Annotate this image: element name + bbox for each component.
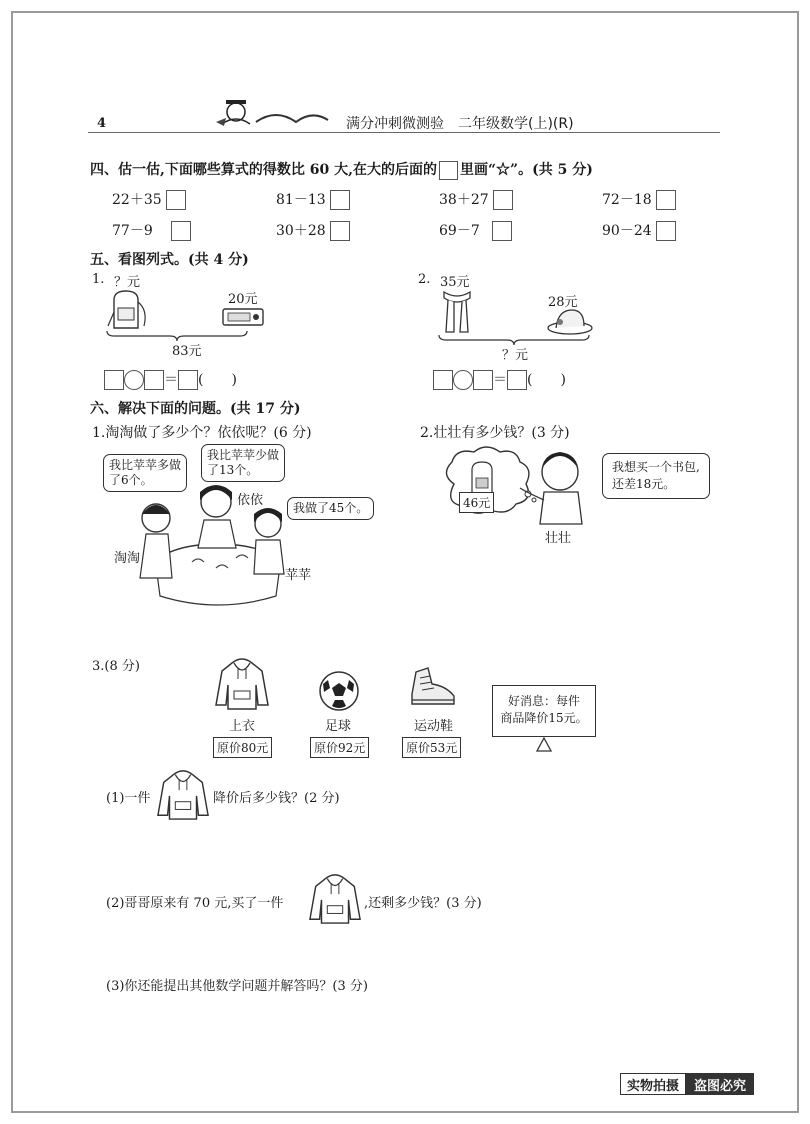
eq-box[interactable] bbox=[507, 370, 527, 390]
scarf-icon bbox=[440, 288, 474, 334]
expr-3 bbox=[439, 189, 513, 210]
bubble-line: 了13个。 bbox=[207, 463, 259, 477]
answer-box[interactable] bbox=[493, 190, 513, 210]
p1-unknown: ？元 bbox=[114, 275, 141, 290]
p1-number: 1. bbox=[92, 272, 105, 287]
speech-bubble-pingping: 我做了45个。 bbox=[287, 497, 374, 520]
expr-text: 69－7 bbox=[439, 223, 480, 239]
sub2-text-a: (2)哥哥原来有 70 元,买了一件 bbox=[106, 896, 284, 911]
expr-7 bbox=[439, 220, 512, 241]
name-taotao: 淘淘 bbox=[114, 551, 141, 566]
answer-box[interactable] bbox=[171, 221, 191, 241]
expr-text: 81－13 bbox=[276, 192, 326, 208]
notice-board bbox=[492, 685, 596, 737]
expr-text: 77－9 bbox=[112, 223, 153, 239]
name-pingping: 苹苹 bbox=[285, 568, 312, 583]
price-tag-jacket: 原价80元 bbox=[213, 737, 272, 758]
header-rule bbox=[88, 132, 720, 133]
sub2-text-b: ,还剩多少钱？(3 分) bbox=[364, 896, 482, 911]
children-table-illustration bbox=[132, 478, 294, 606]
answer-box[interactable] bbox=[656, 221, 676, 241]
bubble-line: 还差18元。 bbox=[612, 477, 676, 491]
page-number: 4 bbox=[97, 116, 107, 131]
unit-paren: ( ) bbox=[198, 372, 237, 388]
item-name-jacket: 上衣 bbox=[229, 719, 256, 734]
item-name-sneakers: 运动鞋 bbox=[414, 719, 454, 734]
expr-5 bbox=[112, 220, 191, 241]
expr-text: 38＋27 bbox=[439, 192, 489, 208]
pencil-case-icon bbox=[221, 306, 265, 328]
bubble-line: 了6个。 bbox=[109, 473, 153, 487]
footer-watermark bbox=[620, 1073, 754, 1095]
section4-heading-b: 里画“☆”。(共 5 分) bbox=[459, 162, 593, 178]
speech-bubble-zhuangzhuang bbox=[602, 453, 710, 499]
eq-box[interactable] bbox=[104, 370, 124, 390]
name-zhuangzhuang: 壮壮 bbox=[545, 531, 572, 546]
item-name-football: 足球 bbox=[325, 719, 352, 734]
notice-stand-icon bbox=[536, 737, 552, 753]
expr-6 bbox=[276, 220, 350, 241]
answer-box[interactable] bbox=[330, 190, 350, 210]
p2-price2: 28元 bbox=[548, 295, 578, 310]
expr-text: 90－24 bbox=[602, 223, 652, 239]
notice-line: 好消息：每件 bbox=[507, 694, 580, 708]
answer-box[interactable] bbox=[656, 190, 676, 210]
footer-tag-copyright: 盗图必究 bbox=[686, 1073, 754, 1095]
expr-text: 22＋35 bbox=[112, 192, 162, 208]
answer-box[interactable] bbox=[492, 221, 512, 241]
q1-title: 1.淘淘做了多少个？依依呢？(6 分) bbox=[92, 425, 312, 441]
boy-zhuangzhuang-illustration bbox=[516, 448, 592, 528]
section5-heading: 五、看图列式。(共 4 分) bbox=[90, 252, 249, 268]
price-tag-sneakers: 原价53元 bbox=[402, 737, 461, 758]
hat-icon bbox=[546, 306, 594, 336]
sub1-text-b: 降价后多少钱？(2 分) bbox=[213, 791, 340, 806]
sneaker-icon bbox=[408, 664, 458, 710]
footer-tag-photo: 实物拍摄 bbox=[620, 1073, 686, 1095]
speech-bubble-yiyi bbox=[201, 444, 285, 482]
sub3-text: (3)你还能提出其他数学问题并解答吗？(3 分) bbox=[106, 979, 368, 994]
section6-heading: 六、解决下面的问题。(共 17 分) bbox=[90, 401, 301, 417]
expr-4 bbox=[602, 189, 676, 210]
name-yiyi: 依依 bbox=[237, 493, 264, 508]
hoodie-icon bbox=[214, 655, 270, 711]
sub1-text-a: (1)一件 bbox=[106, 791, 151, 806]
eq-box[interactable] bbox=[144, 370, 164, 390]
price-tag-football: 原价92元 bbox=[310, 737, 369, 758]
p2-number: 2. bbox=[418, 272, 431, 287]
expr-text: 30＋28 bbox=[276, 223, 326, 239]
notice-line: 商品降价15元。 bbox=[500, 711, 588, 725]
heading-answer-box bbox=[439, 161, 458, 180]
hoodie-icon bbox=[156, 766, 210, 822]
bubble-line: 我比苹苹少做 bbox=[207, 448, 280, 462]
eq-box[interactable] bbox=[178, 370, 198, 390]
bubble-line: 我想买一个书包, bbox=[612, 460, 700, 474]
eq-box[interactable] bbox=[473, 370, 493, 390]
q3-title: 3.(8 分) bbox=[92, 659, 140, 674]
p2-equation: ＝ ( ) bbox=[433, 369, 566, 390]
answer-box[interactable] bbox=[166, 190, 186, 210]
header-logo-icon bbox=[216, 92, 336, 132]
p2-price1: 35元 bbox=[440, 275, 470, 290]
p1-equation: ＝ ( ) bbox=[104, 369, 237, 390]
bag-price-tag: 46元 bbox=[459, 492, 494, 513]
unit-paren: ( ) bbox=[527, 372, 566, 388]
expr-1 bbox=[112, 189, 186, 210]
eq-operator-circle[interactable] bbox=[124, 370, 144, 390]
bubble-line: 我比苹苹多做 bbox=[109, 458, 182, 472]
answer-box[interactable] bbox=[330, 221, 350, 241]
eq-operator-circle[interactable] bbox=[453, 370, 473, 390]
section4-heading-a: 四、估一估,下面哪些算式的得数比 60 大,在大的后面的 bbox=[90, 162, 437, 178]
eq-box[interactable] bbox=[433, 370, 453, 390]
soccer-ball-icon bbox=[318, 670, 360, 712]
expr-8 bbox=[602, 220, 676, 241]
backpack-icon bbox=[106, 288, 150, 330]
q2-title: 2.壮壮有多少钱？(3 分) bbox=[420, 425, 570, 441]
p1-total: 83元 bbox=[172, 344, 202, 359]
hoodie-icon bbox=[308, 870, 362, 926]
p1-price: 20元 bbox=[228, 292, 258, 307]
expr-text: 72－18 bbox=[602, 192, 652, 208]
p2-total: ？元 bbox=[502, 348, 529, 363]
header-title: 满分冲刺微测验 二年级数学(上)(R) bbox=[346, 116, 574, 132]
expr-2 bbox=[276, 189, 350, 210]
section4-heading bbox=[90, 159, 593, 180]
